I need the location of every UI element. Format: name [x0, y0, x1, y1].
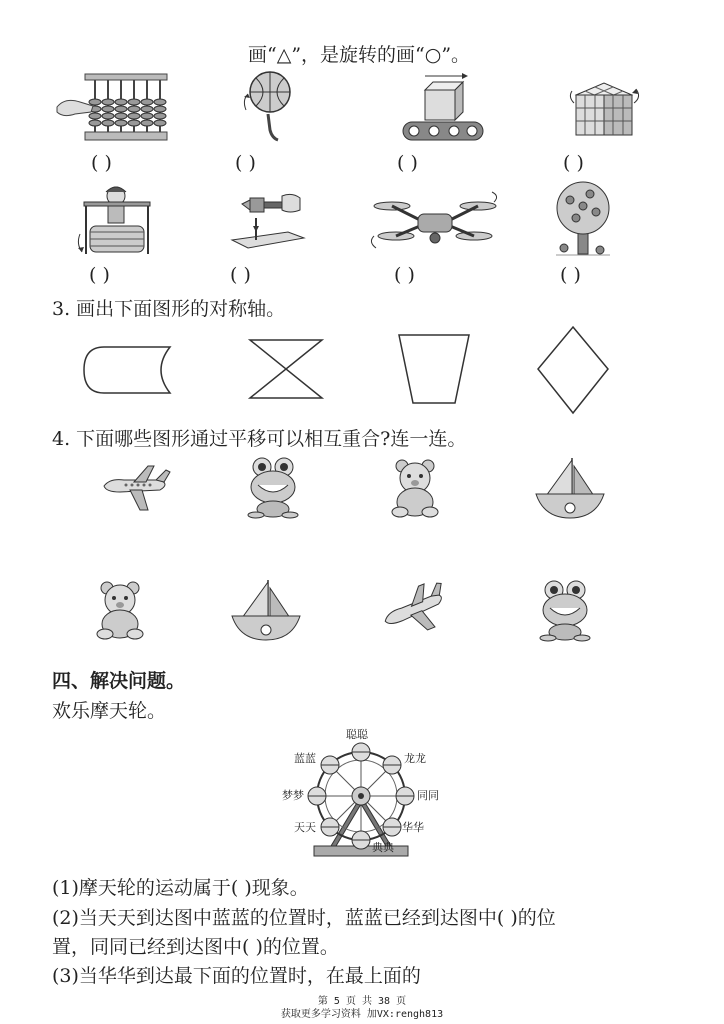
- drone-icon: [370, 192, 500, 254]
- frog-icon[interactable]: [538, 578, 593, 643]
- airplane-icon[interactable]: [100, 462, 172, 517]
- answer-blank[interactable]: ( ): [560, 264, 581, 286]
- ferris-name-right: 同同: [417, 789, 439, 802]
- ferris-name-bottom-left: 天天: [294, 821, 316, 834]
- frog-icon[interactable]: [246, 455, 301, 520]
- apple-tree-icon: [550, 180, 616, 260]
- section-heading: 四、解决问题。: [52, 670, 186, 692]
- airplane-icon[interactable]: [380, 585, 452, 640]
- spinning-basketball-icon: [238, 70, 298, 142]
- ferris-name-bottom-right: 华华: [402, 821, 424, 834]
- bear-icon[interactable]: [388, 458, 444, 518]
- question-line: 置，同同已经到达图中( )的位置。: [52, 936, 339, 958]
- page-number: 第 5 页 共 38 页: [317, 996, 407, 1007]
- answer-blank[interactable]: ( ): [235, 152, 256, 174]
- trapezoid-icon: [397, 333, 471, 405]
- sailboat-icon[interactable]: [534, 456, 606, 520]
- ferris-name-top: 聪聪: [346, 728, 368, 741]
- answer-blank[interactable]: ( ): [230, 264, 251, 286]
- ferris-name-left: 梦梦: [282, 789, 304, 802]
- question-line: (2)当天天到达图中蓝蓝的位置时，蓝蓝已经到达图中( )的位: [52, 907, 556, 929]
- instruction-text: 画“△”，是旋转的画“○”。: [248, 44, 471, 66]
- abacus-hand-icon: [55, 72, 170, 152]
- ferris-name-top-left: 蓝蓝: [294, 752, 316, 765]
- promo-text: 获取更多学习资料 加VX:rengh813: [280, 1009, 444, 1020]
- ferris-name-bottom: 典典: [372, 841, 394, 854]
- answer-blank[interactable]: ( ): [397, 152, 418, 174]
- sailboat-icon[interactable]: [230, 578, 302, 642]
- boy-rolling-drum-icon: [78, 182, 158, 260]
- hammer-nail-icon: [228, 188, 308, 253]
- ferris-wheel-diagram: [276, 724, 446, 864]
- half-rounded-rect-icon: [82, 345, 174, 395]
- answer-blank[interactable]: ( ): [563, 152, 584, 174]
- ferris-name-top-right: 龙龙: [404, 752, 426, 765]
- question-line: (3)当华华到达最下面的位置时，在最上面的: [52, 965, 421, 987]
- section-subtitle: 欢乐摩天轮。: [52, 700, 167, 722]
- question-3-title: 3. 画出下面图形的对称轴。: [52, 298, 286, 320]
- question-line: (1)摩天轮的运动属于( )现象。: [52, 877, 309, 899]
- rubiks-cube-icon: [568, 75, 643, 145]
- diamond-icon: [536, 325, 610, 415]
- question-4-title: 4. 下面哪些图形通过平移可以相互重合?连一连。: [52, 428, 467, 450]
- answer-blank[interactable]: ( ): [91, 152, 112, 174]
- bear-icon[interactable]: [93, 580, 149, 642]
- answer-blank[interactable]: ( ): [89, 264, 110, 286]
- hourglass-icon: [248, 338, 324, 400]
- conveyor-box-icon: [400, 72, 485, 144]
- answer-blank[interactable]: ( ): [394, 264, 415, 286]
